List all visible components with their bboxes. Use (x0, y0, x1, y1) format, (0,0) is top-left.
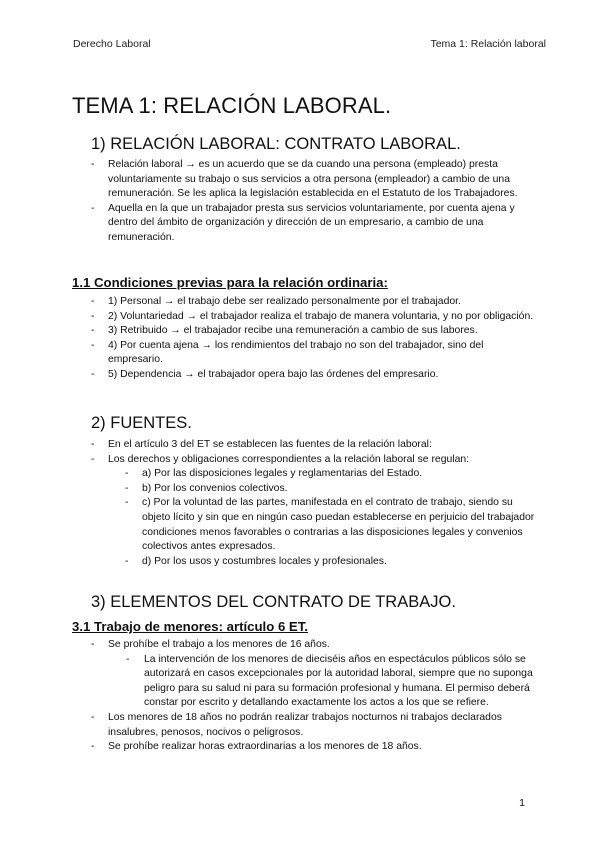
running-header-left: Derecho Laboral (73, 38, 151, 50)
list-item: - Los menores de 18 años no podrán realizar trabajos nocturnos ni trabajos declarados insalubres, penosos, nocivos o peligrosos. (108, 711, 536, 740)
sublist-item: - b) Por los convenios colectivos. (142, 482, 536, 497)
section-3-heading: 3) ELEMENTOS DEL CONTRATO DE TRABAJO. (91, 593, 456, 611)
list-item: - 4) Por cuenta ajena → los rendimientos del trabajo no son del trabajador, sino del empresario. (108, 339, 536, 368)
section-2-heading: 2) FUENTES. (91, 414, 192, 432)
section-1-list (108, 158, 536, 246)
section-1-1-heading: 1.1 Condiciones previas para la relación ordinaria: (72, 275, 388, 290)
list-item: - Relación laboral → es un acuerdo que se da cuando una persona (empleado) presta voluntariamente su trabajo o sus servicios a otra persona (empleador) a cambio de una remuneración. Se les aplica la legislación establecida en el Estatuto de los Trabajadores. (108, 158, 536, 202)
list-item: - Se prohíbe realizar horas extraordinarias a los menores de 18 años. (108, 740, 536, 755)
section-1-heading: 1) RELACIÓN LABORAL: CONTRATO LABORAL. (91, 135, 461, 153)
section-3-1-heading: 3.1 Trabajo de menores: artículo 6 ET. (72, 619, 308, 634)
sublist-item: - c) Por la voluntad de las partes, manifestada en el contrato de trabajo, siendo su objeto lícito y sin que en ningún caso puedan establecerse en perjuicio del trabajador condiciones menos favorables o contrarias a las disposiciones legales y convenios colectivos antes expresados. (142, 496, 536, 554)
list-item: - 5) Dependencia → el trabajador opera bajo las órdenes del empresario. (108, 368, 536, 383)
list-item-text: Los derechos y obligaciones correspondientes a la relación laboral se regulan: (108, 453, 470, 465)
list-item (108, 453, 536, 570)
list-item: - Aquella en la que un trabajador presta sus servicios voluntariamente, por cuenta ajena y dentro del ámbito de organización y dirección de un empresario, a cambio de una remuneración. (108, 202, 536, 246)
list-item: - 3) Retribuido → el trabajador recibe una remuneración a cambio de sus labores. (108, 324, 536, 339)
list-item (108, 638, 536, 711)
list-item: - En el artículo 3 del ET se establecen las fuentes de la relación laboral: (108, 438, 536, 453)
page-number: 1 (519, 797, 525, 809)
section-3-1-list (108, 638, 536, 755)
sublist-item: - La intervención de los menores de dieciséis años en espectáculos públicos sólo se autorizará en casos excepcionales por la autoridad laboral, siempre que no suponga peligro para su salud ni para su formación profesional y humana. El permiso deberá constar por escrito y detallando exactamente los actos a los que se refiere. (144, 653, 536, 711)
section-2-list (108, 438, 536, 569)
sublist-item: - a) Por las disposiciones legales y reglamentarias del Estado. (142, 467, 536, 482)
document-title: TEMA 1: RELACIÓN LABORAL. (72, 93, 392, 118)
list-item-text: Se prohíbe el trabajo a los menores de 16 años. (108, 639, 330, 650)
section-1-1-list (108, 295, 536, 383)
list-item: - 1) Personal → el trabajo debe ser realizado personalmente por el trabajador. (108, 295, 536, 310)
section-3-1-sublist (108, 653, 536, 711)
running-header-right: Tema 1: Relación laboral (430, 38, 546, 50)
sublist-item: - d) Por los usos y costumbres locales y profesionales. (142, 555, 536, 570)
list-item: - 2) Voluntariedad → el trabajador realiza el trabajo de manera voluntaria, y no por obligación. (108, 310, 536, 325)
section-2-sublist (108, 467, 536, 569)
